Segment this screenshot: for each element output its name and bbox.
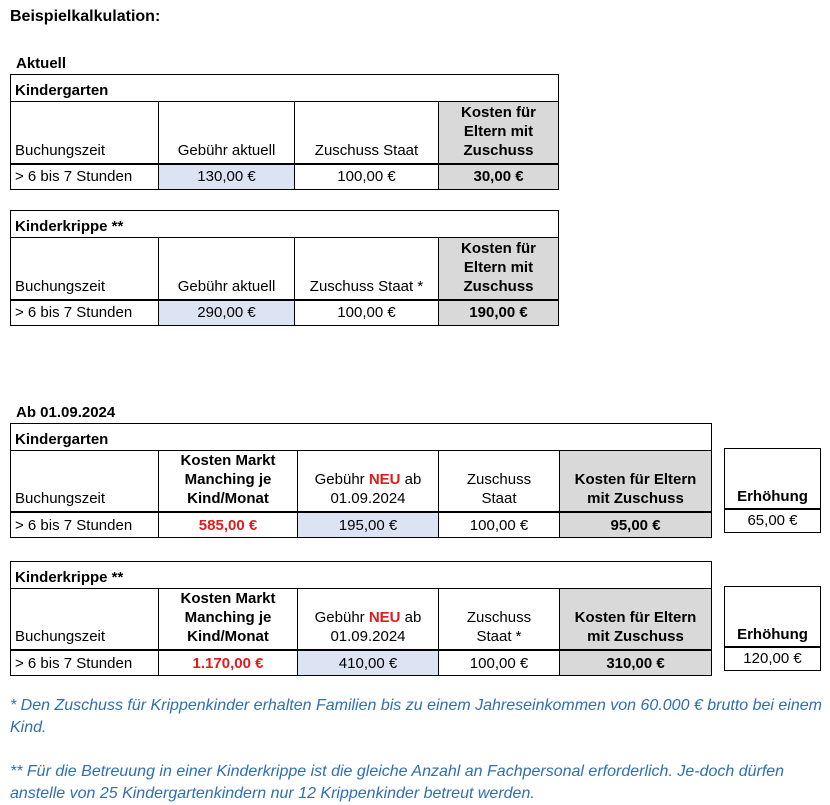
col-header-gebuehr-neu <box>298 451 439 513</box>
cell-gebuehr: 290,00 € <box>159 300 295 326</box>
header-line: Kosten für Eltern <box>574 609 697 626</box>
table-title: Kinderkrippe ** <box>11 562 712 589</box>
cell-zuschuss: 100,00 € <box>439 512 560 538</box>
header-line: Kind/Monat <box>187 628 269 645</box>
col-header-erhoehung: Erhöhung <box>725 587 821 647</box>
header-line: Kosten für <box>461 239 536 257</box>
cell-gebuehr: 130,00 € <box>159 164 295 190</box>
current-kinderkrippe-table <box>10 210 559 326</box>
cell-buchungszeit: > 6 bis 7 Stunden <box>11 512 159 538</box>
footnote-kinderkrippe: ** Für die Betreuung in einer Kinderkrippe ist die gleiche Anzahl an Fachpersonal erforderlich. Je-doch dürfen anstelle von 25 Kindergartenkindern nur 12 Krippenkinder betreut werden. <box>10 763 785 802</box>
section-future-label: Ab 01.09.2024 <box>16 404 116 421</box>
col-header-gebuehr: Gebühr aktuell <box>159 238 295 300</box>
table-title: Kinderkrippe ** <box>11 211 559 238</box>
cell-gebuehr: 410,00 € <box>298 650 439 676</box>
col-header-kosten <box>439 238 559 300</box>
header-line: ab <box>400 609 422 626</box>
section-current-label: Aktuell <box>16 55 67 72</box>
current-kindergarten-table <box>10 74 559 190</box>
cell-zuschuss: 100,00 € <box>295 164 439 190</box>
header-line: Kosten Markt <box>180 452 276 469</box>
future-kindergarten-table <box>10 423 712 538</box>
neu-highlight: NEU <box>368 471 401 488</box>
neu-highlight: NEU <box>368 609 401 626</box>
header-line: Zuschuss <box>463 277 534 295</box>
page-title: Beispielkalkulation: <box>10 8 161 25</box>
header-line: 01.09.2024 <box>330 490 406 507</box>
cell-markt: 1.170,00 € <box>159 650 298 676</box>
header-line: Staat * <box>476 628 522 645</box>
cell-zuschuss: 100,00 € <box>295 300 439 326</box>
header-line: Eltern mit <box>463 122 534 140</box>
col-header-kosten <box>560 589 712 651</box>
cell-buchungszeit: > 6 bis 7 Stunden <box>11 650 159 676</box>
header-line: Manching je <box>184 609 272 626</box>
header-line: 01.09.2024 <box>330 628 406 645</box>
col-header-zuschuss: Zuschuss Staat * <box>295 238 439 300</box>
header-line: Kosten für <box>461 103 537 121</box>
header-line: Zuschuss <box>466 471 532 488</box>
table-title: Kindergarten <box>11 424 712 451</box>
header-line: mit Zuschuss <box>587 490 684 507</box>
col-header-buchungszeit: Buchungszeit <box>11 451 159 513</box>
header-line: Gebühr <box>314 609 369 626</box>
col-header-zuschuss <box>439 589 560 651</box>
cell-buchungszeit: > 6 bis 7 Stunden <box>11 300 159 326</box>
header-line: Gebühr <box>314 471 369 488</box>
cell-kosten: 310,00 € <box>560 650 712 676</box>
col-header-markt <box>159 451 298 513</box>
col-header-kosten <box>439 102 559 164</box>
cell-kosten: 190,00 € <box>439 300 559 326</box>
header-line: Kosten für Eltern <box>574 471 697 488</box>
col-header-zuschuss: Zuschuss Staat <box>295 102 439 164</box>
header-line: Manching je <box>184 471 272 488</box>
col-header-kosten <box>560 451 712 513</box>
col-header-gebuehr: Gebühr aktuell <box>159 102 295 164</box>
col-header-zuschuss <box>439 451 560 513</box>
cell-zuschuss: 100,00 € <box>439 650 560 676</box>
header-line: ab <box>400 471 422 488</box>
col-header-buchungszeit: Buchungszeit <box>11 589 159 651</box>
future-kinderkrippe-table <box>10 561 712 676</box>
future-kinderkrippe-erhoehung-table <box>724 586 821 671</box>
col-header-gebuehr-neu <box>298 589 439 651</box>
cell-erhoehung: 65,00 € <box>725 509 821 533</box>
header-line: Eltern mit <box>463 258 534 276</box>
col-header-buchungszeit: Buchungszeit <box>11 102 159 164</box>
cell-kosten: 30,00 € <box>439 164 559 190</box>
future-kindergarten-erhoehung-table <box>724 448 821 533</box>
cell-kosten: 95,00 € <box>560 512 712 538</box>
cell-erhoehung: 120,00 € <box>725 647 821 671</box>
cell-gebuehr: 195,00 € <box>298 512 439 538</box>
header-line: mit Zuschuss <box>587 628 684 645</box>
header-line: Kosten Markt <box>180 590 276 607</box>
cell-markt: 585,00 € <box>159 512 298 538</box>
col-header-buchungszeit: Buchungszeit <box>11 238 159 300</box>
header-line: Staat <box>481 490 517 507</box>
cell-buchungszeit: > 6 bis 7 Stunden <box>11 164 159 190</box>
header-line: Kind/Monat <box>187 490 269 507</box>
header-line: Zuschuss <box>463 141 534 159</box>
footnote-zuschuss: * Den Zuschuss für Krippenkinder erhalten Familien bis zu einem Jahreseinkommen von 60.000 € brutto bei einem Kind. <box>10 697 822 736</box>
col-header-markt <box>159 589 298 651</box>
header-line: Zuschuss <box>466 609 532 626</box>
table-title: Kindergarten <box>11 75 559 102</box>
col-header-erhoehung: Erhöhung <box>725 449 821 509</box>
